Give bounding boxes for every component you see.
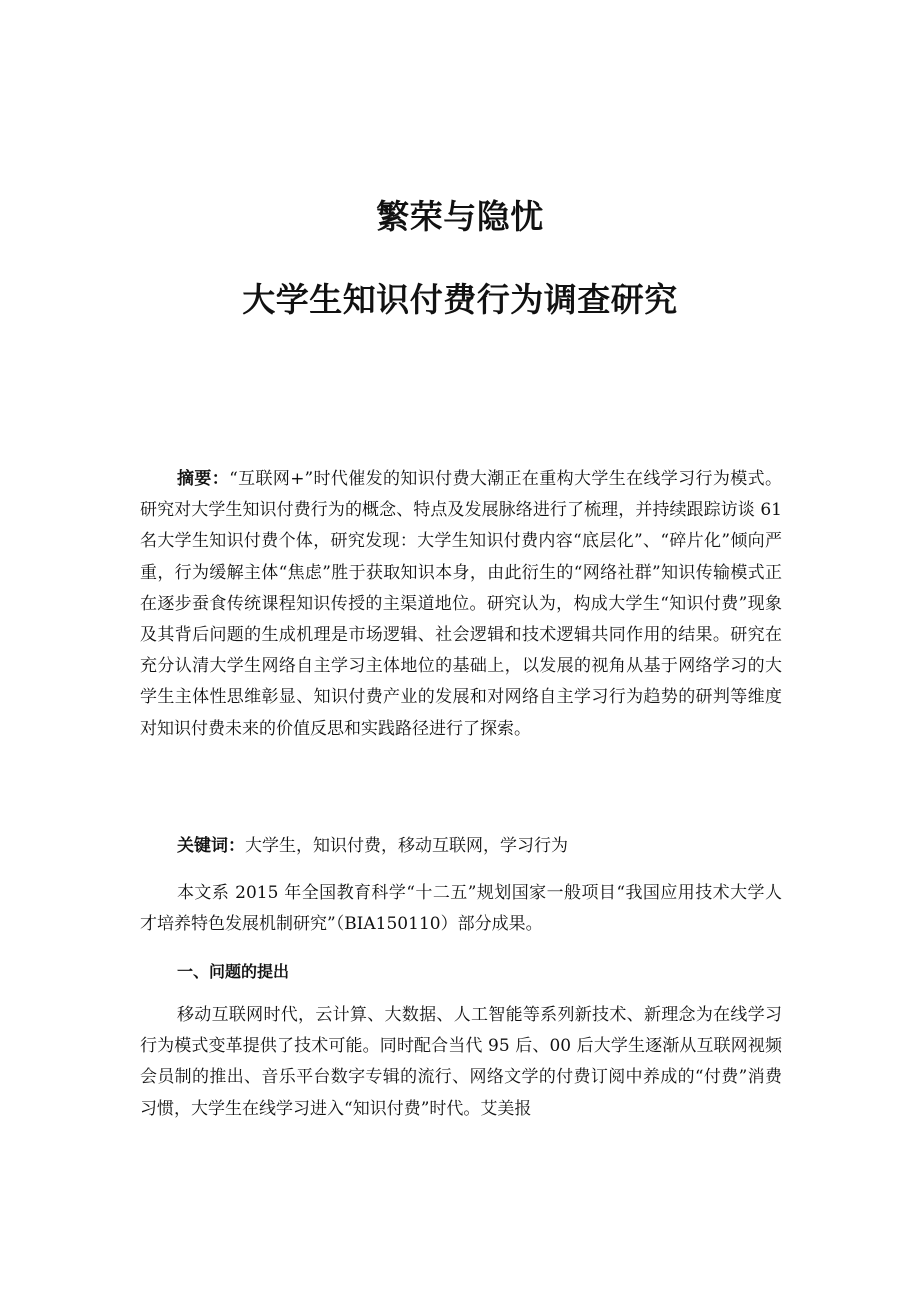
- abstract-label: 摘要：: [177, 469, 230, 489]
- abstract-paragraph: [140, 464, 782, 745]
- keywords-text: 大学生，知识付费，移动互联网，学习行为: [245, 836, 568, 856]
- section-heading: [140, 956, 782, 988]
- section-body-paragraph: 移动互联网时代，云计算、大数据、人工智能等系列新技术、新理念为在线学习行为模式变革提供了技术可能。同时配合当代 95 后、00 后大学生逐渐从互联网视频会员制的推出、音乐平台数字专辑的流行、网络文学的付费订阅中养成的“付费”消费习惯，大学生在线学习进入“知识付费”时代。艾美报: [140, 1005, 782, 1119]
- keywords-paragraph: [140, 831, 782, 862]
- abstract-text: “互联网+”时代催发的知识付费大潮正在重构大学生在线学习行为模式。研究对大学生知识付费行为的概念、特点及发展脉络进行了梳理，并持续跟踪访谈 61 名大学生知识付费个体，研究发现：大学生知识付费内容“底层化”、“碎片化”倾向严重，行为缓解主体“焦虑”胜于获取知识本身，由此衍生的“网络社群”知识传输模式正在逐步蚕食传统课程知识传授的主渠道地位。研究认为，构成大学生“知识付费”现象及其背后问题的生成机理是市场逻辑、社会逻辑和技术逻辑共同作用的结果。研究在充分认清大学生网络自主学习主体地位的基础上，以发展的视角从基于网络学习的大学生主体性思维彰显、知识付费产业的发展和对网络自主学习行为趋势的研判等维度对知识付费未来的价值反思和实践路径进行了探索。: [140, 469, 783, 739]
- section-heading-text: 一、问题的提出: [177, 962, 290, 981]
- keywords-label: 关键词：: [177, 836, 245, 856]
- paper-title-main: 繁荣与隐忧: [376, 197, 544, 236]
- fund-note: 本文系 2015 年全国教育科学“十二五”规划国家一般项目“我国应用技术大学人才培养特色发展机制研究”（BIA150110）部分成果。: [140, 883, 782, 935]
- paper-title-sub: 大学生知识付费行为调查研究: [242, 280, 678, 319]
